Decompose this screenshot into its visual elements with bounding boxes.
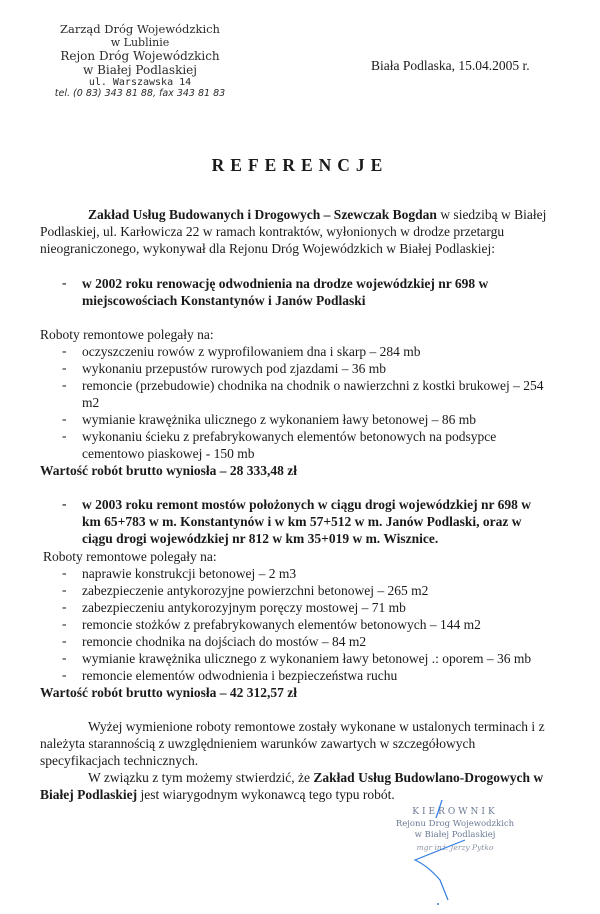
letterhead-phone: tel. (0 83) 343 81 88, fax 343 81 83 <box>54 88 226 99</box>
list-item: zabezpieczeniu antykorozyjnym poręczy mostowej – 71 mb <box>82 600 406 615</box>
list-item: zabezpieczenie antykorozyjne powierzchni betonowej – 265 m2 <box>82 583 429 598</box>
project1-dash: - <box>62 275 67 290</box>
letterhead-line: w Białej Podlaskiej <box>83 63 197 77</box>
stamp-line: w Białej Podlaskiej <box>414 830 496 840</box>
project1-works-label: Roboty remontowe polegały na: <box>40 327 214 342</box>
list-dash: - <box>62 582 67 597</box>
letterhead-line: Zarząd Dróg Wojewódzkich <box>60 22 220 36</box>
list-dash: - <box>62 633 67 648</box>
list-dash: - <box>62 343 67 358</box>
project2-heading-line: ciągu drogi wojewódzkiej nr 812 w km 35+019 w m. Wisznice. <box>82 531 439 546</box>
closing-text: W związku z tym możemy stwierdzić, że <box>88 770 314 785</box>
list-item: remoncie elementów odwodnienia i bezpieczeństwa ruchu <box>82 668 398 683</box>
signature-icon <box>380 800 500 910</box>
letterhead-address: ul. Warszawska 14 <box>88 77 192 88</box>
closing-line-2: należyta starannością z uwzględnieniem warunków zawartych w szczegółowych <box>40 736 476 751</box>
company-name-bold: Zakład Usług Budowlano-Drogowych w <box>313 770 544 785</box>
list-item: naprawie konstrukcji betonowej – 2 m3 <box>82 566 297 581</box>
list-item: wymianie krawężnika ulicznego z wykonaniem ławy betonowej – 86 mb <box>82 412 477 427</box>
project2-dash: - <box>62 496 67 511</box>
list-dash: - <box>62 360 67 375</box>
closing-line-5 <box>40 786 395 803</box>
closing-line-3: specyfikacjach technicznych. <box>40 753 199 768</box>
project1-value: Wartość robót brutto wyniosła – 28 333,48 zł <box>40 463 297 478</box>
project2-works-label: Roboty remontowe polegały na: <box>43 549 217 564</box>
list-item: wymianie krawężnika ulicznego z wykonaniem ławy betonowej .: oporem – 36 mb <box>82 651 532 666</box>
intro-line-3: nieograniczonego, wykonywał dla Rejonu Dróg Wojewódzkich w Białej Podlaskiej: <box>40 241 495 256</box>
list-item: wykonaniu przepustów rurowych pod zjazdami – 36 mb <box>82 361 387 376</box>
list-dash: - <box>62 667 67 682</box>
list-dash: - <box>62 411 67 426</box>
project2-heading-line: w 2003 roku remont mostów położonych w ciągu drogi wojewódzkiej nr 698 w <box>82 497 532 512</box>
stamp-line: mgr inż. Jerzy Pytko <box>416 843 494 852</box>
list-item: wykonaniu ścieku z prefabrykowanych elementów betonowych na podsypce <box>82 429 497 444</box>
list-dash: - <box>62 428 67 443</box>
project2-value: Wartość robót brutto wyniosła – 42 312,57 zł <box>40 685 297 700</box>
closing-text: jest wiarygodnym wykonawcą tego typu robót. <box>137 787 395 802</box>
closing-line-4 <box>88 769 543 786</box>
project2-heading-line: km 65+783 w m. Konstantynów i w km 57+512 w m. Janów Podlaski, oraz w <box>82 514 522 529</box>
intro-text: w siedzibą w Białej <box>436 207 547 222</box>
intro-line-2: Podlaskiej, ul. Karłowicza 22 w ramach kontraktów, wyłonionych w drodze przetargu <box>40 224 505 239</box>
letterhead-line: Rejon Dróg Wojewódzkich <box>60 49 220 63</box>
list-item: oczyszczeniu rowów z wyprofilowaniem dna i skarp – 284 mb <box>82 344 421 359</box>
intro-line-1 <box>88 206 546 223</box>
list-item: remoncie chodnika na dojściach do mostów – 84 m2 <box>82 634 367 649</box>
list-dash: - <box>62 599 67 614</box>
list-dash: - <box>62 565 67 580</box>
project1-heading-line: w 2002 roku renowację odwodnienia na drodze wojewódzkiej nr 698 w <box>82 276 489 291</box>
list-dash: - <box>62 377 67 392</box>
letterhead <box>40 24 240 101</box>
list-item: remoncie (przebudowie) chodnika na chodnik o nawierzchni z kostki brukowej – 254 <box>82 378 544 393</box>
stamp-line: Rejonu Drog Wojewodzkich <box>395 819 515 829</box>
project1-heading-line: miejscowościach Konstantynów i Janów Podlaski <box>82 293 366 308</box>
list-item-continuation: m2 <box>82 395 100 410</box>
list-dash: - <box>62 650 67 665</box>
letterhead-line: w Lublinie <box>110 36 170 49</box>
closing-line-1: Wyżej wymienione roboty remontowe zostały wykonane w ustalonych terminach i z <box>88 719 545 734</box>
list-item: remoncie stożków z prefabrykowanych elementów betonowych – 144 m2 <box>82 617 481 632</box>
list-dash: - <box>62 616 67 631</box>
company-location-bold: Białej Podlaskiej <box>40 787 138 802</box>
list-item-continuation: cementowo piaskowej - 150 mb <box>82 446 255 461</box>
document-date: Biała Podlaska, 15.04.2005 r. <box>371 58 530 73</box>
company-name: Zakład Usług Budowanych i Drogowych – Szewczak Bogdan <box>88 207 437 222</box>
stamp-line: KIEROWNIK <box>412 807 498 817</box>
document-title: REFERENCJE <box>211 155 389 175</box>
